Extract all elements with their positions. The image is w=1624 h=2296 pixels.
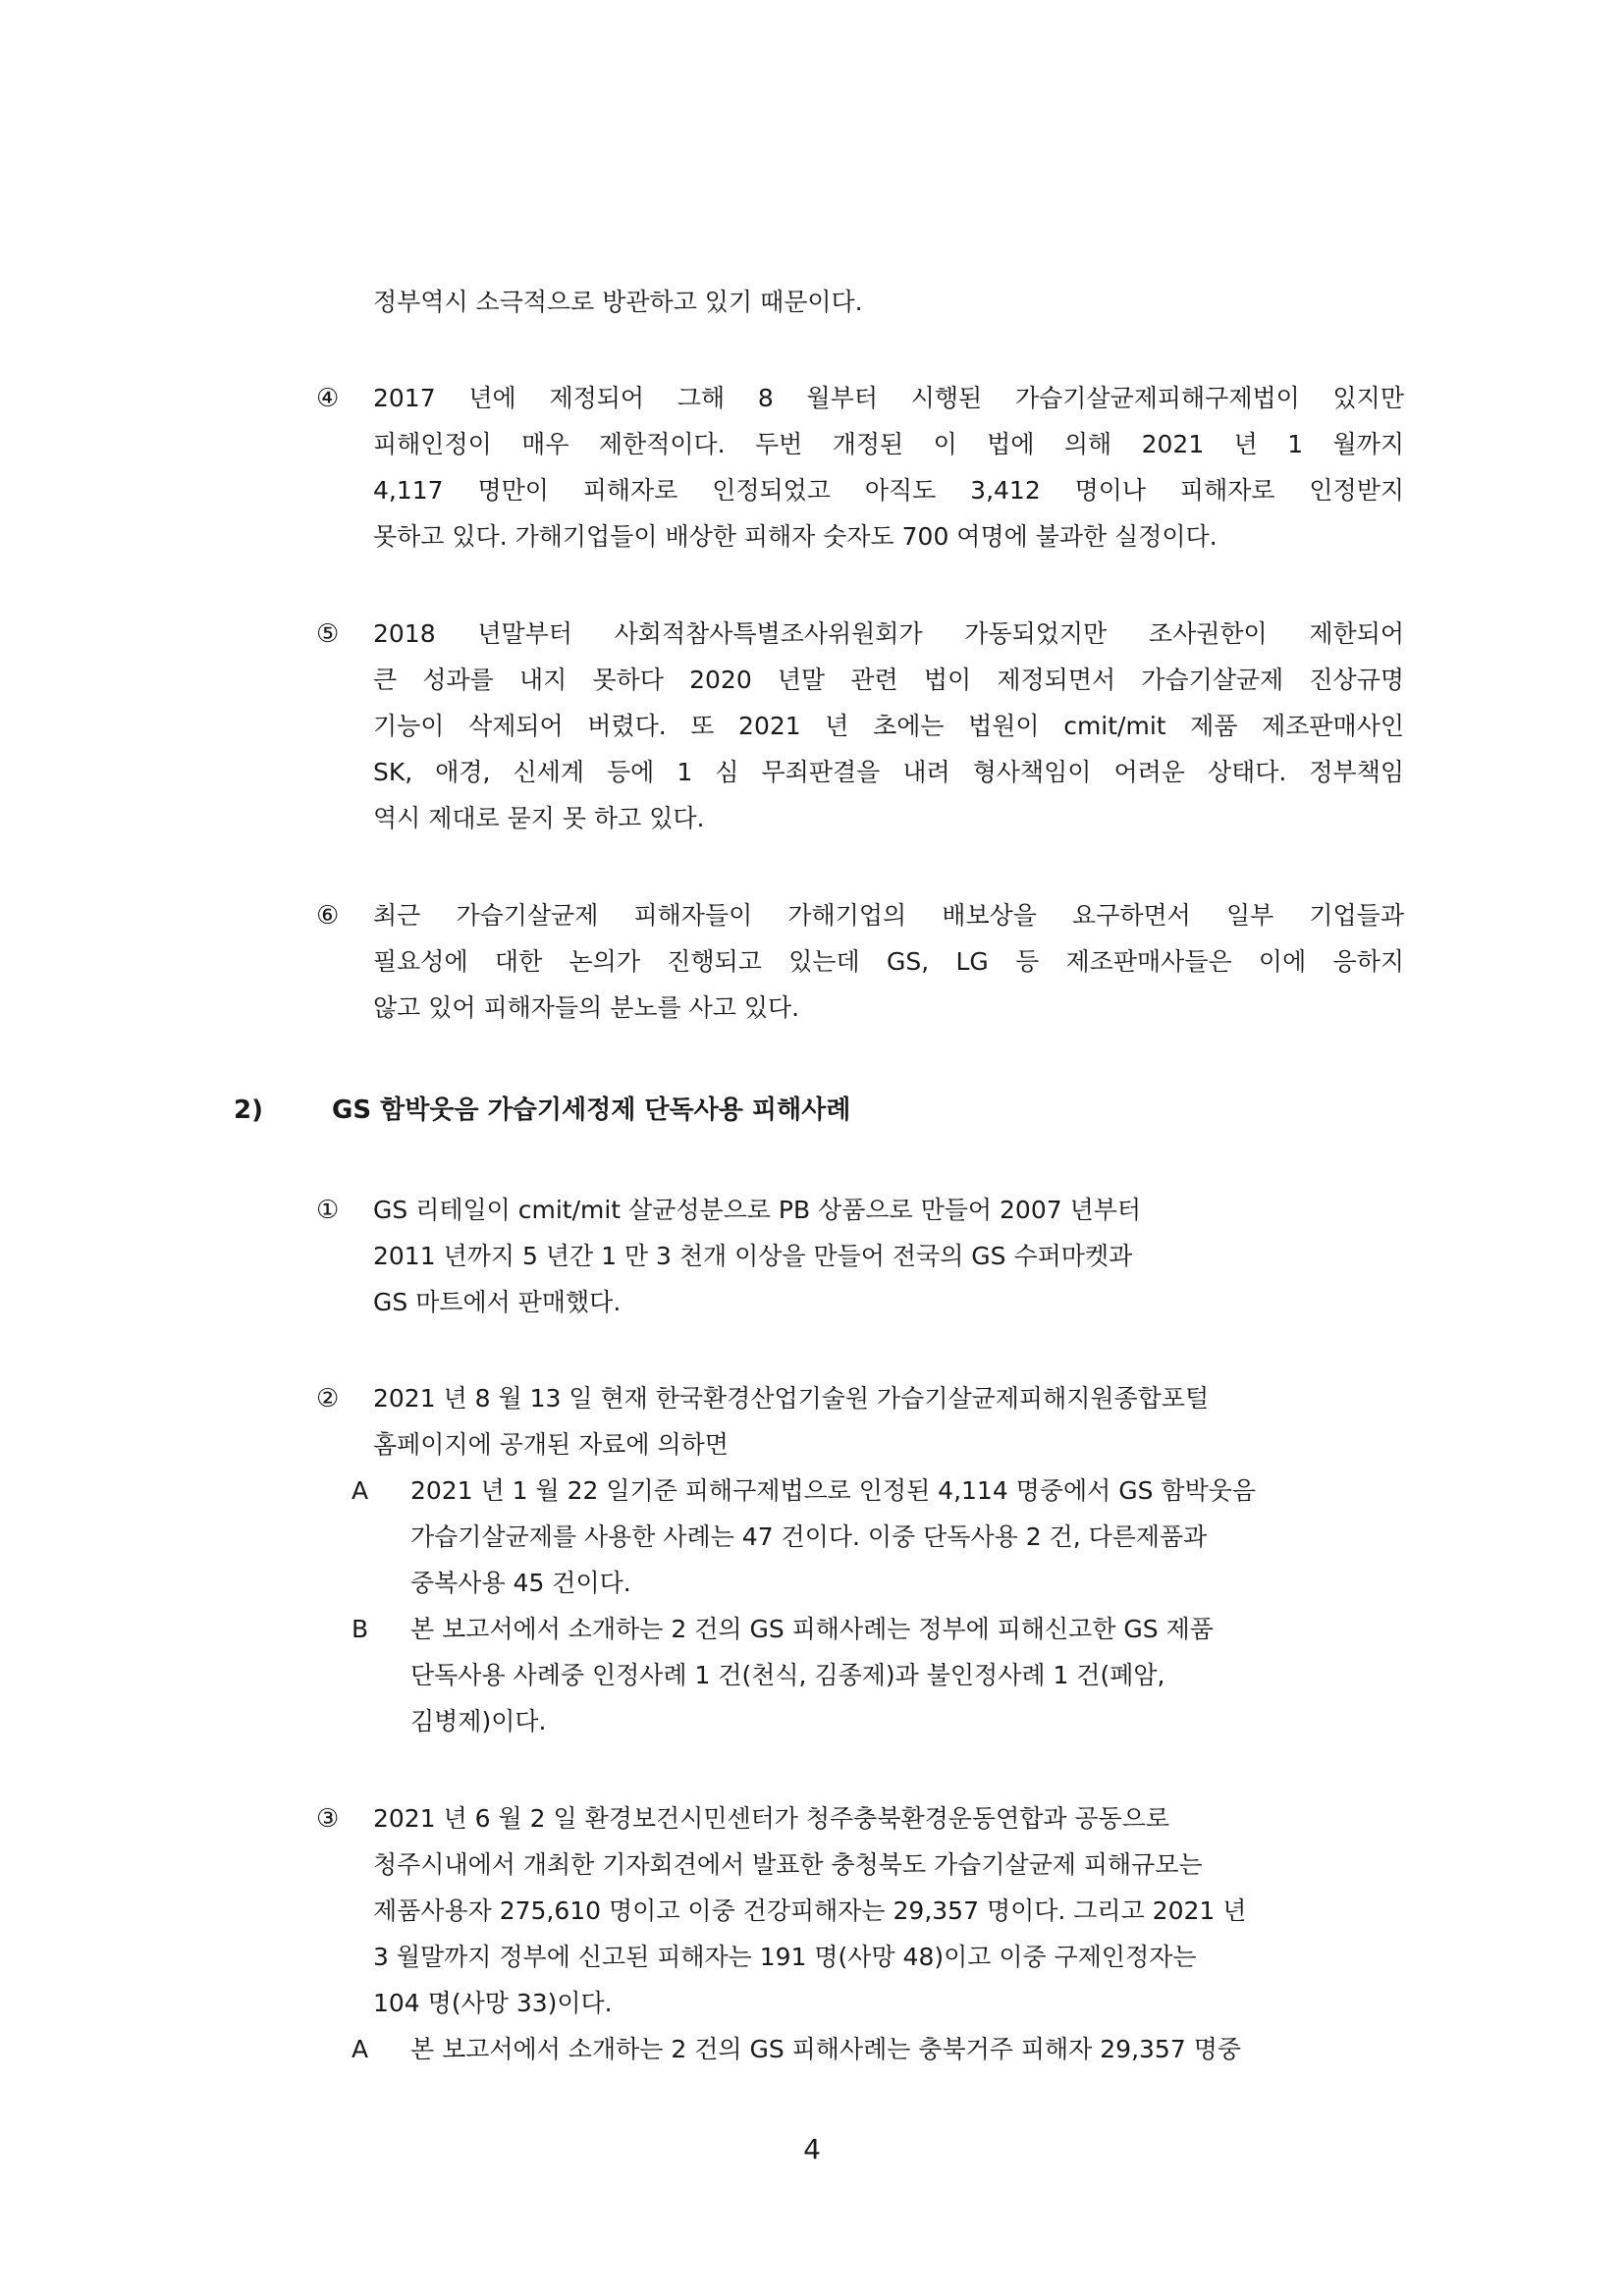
paragraph-line: GS 마트에서 판매했다.: [373, 1288, 622, 1316]
item-marker: ⑤: [316, 619, 340, 649]
item-marker: ①: [316, 1196, 340, 1225]
paragraph-line: 역시 제대로 묻지 못 하고 있다.: [373, 804, 705, 832]
paragraph-line: GS 리테일이 cmit/mit 살균성분으로 PB 상품으로 만들어 2007 년부터: [373, 1196, 1142, 1224]
section-title: GS 함박웃음 가습기세정제 단독사용 피해사례: [332, 1095, 851, 1125]
paragraph-line: 김병제)이다.: [410, 1707, 547, 1735]
paragraph-line: 2011 년까지 5 년간 1 만 3 천개 이상을 만들어 전국의 GS 수퍼마켓과: [373, 1242, 1133, 1270]
paragraph-line: 최근 가습기살균제 피해자들이 가해기업의 배보상을 요구하면서 일부 기업들과: [373, 901, 1404, 930]
item-marker: ②: [316, 1384, 340, 1414]
paragraph-line: 2021 년 1 월 22 일기준 피해구제법으로 인정된 4,114 명중에서 GS 함박웃음: [410, 1476, 1257, 1505]
paragraph-line: 필요성에 대한 논의가 진행되고 있는데 GS, LG 등 제조판매사들은 이에 응하지: [373, 947, 1404, 976]
paragraph-line: 홈페이지에 공개된 자료에 의하면: [373, 1430, 729, 1459]
sub-item-marker: A: [352, 1476, 369, 1505]
paragraph-line: 제품사용자 275,610 명이고 이중 건강피해자는 29,357 명이다. 그리고 2021 년: [373, 1896, 1247, 1925]
paragraph-line: 않고 있어 피해자들의 분노를 사고 있다.: [373, 993, 800, 1022]
paragraph-line: 4,117 명만이 피해자로 인정되었고 아직도 3,412 명이나 피해자로 인정받지: [373, 476, 1404, 505]
paragraph-line: 못하고 있다. 가해기업들이 배상한 피해자 숫자도 700 여명에 불과한 실정이다.: [373, 522, 1218, 551]
paragraph-line: 기능이 삭제되어 버렸다. 또 2021 년 초에는 법원이 cmit/mit 제품 제조판매사인: [373, 712, 1404, 740]
page-number: 4: [803, 2133, 821, 2165]
paragraph-line: 3 월말까지 정부에 신고된 피해자는 191 명(사망 48)이고 이중 구제인정자는: [373, 1943, 1197, 1971]
paragraph-line: 2018 년말부터 사회적참사특별조사위원회가 가동되었지만 조사권한이 제한되어: [373, 619, 1404, 648]
paragraph-line: 본 보고서에서 소개하는 2 건의 GS 피해사례는 충북거주 피해자 29,357 명중: [410, 2035, 1241, 2063]
paragraph-line: 104 명(사망 33)이다.: [373, 1989, 613, 2017]
continuation-text: 정부역시 소극적으로 방관하고 있기 때문이다.: [373, 288, 863, 316]
paragraph-line: 중복사용 45 건이다.: [410, 1569, 631, 1597]
section-number: 2): [234, 1095, 263, 1125]
paragraph-line: 단독사용 사례중 인정사례 1 건(천식, 김종제)과 불인정사례 1 건(폐암,: [410, 1661, 1165, 1689]
paragraph-line: 청주시내에서 개최한 기자회견에서 발표한 충청북도 가습기살균제 피해규모는: [373, 1850, 1203, 1879]
sub-item-marker: B: [352, 1615, 369, 1643]
paragraph-line: 2017 년에 제정되어 그해 8 월부터 시행된 가습기살균제피해구제법이 있지만: [373, 384, 1404, 412]
paragraph-line: 2021 년 8 월 13 일 현재 한국환경산업기술원 가습기살균제피해지원종합포털: [373, 1384, 1210, 1413]
paragraph-line: 본 보고서에서 소개하는 2 건의 GS 피해사례는 정부에 피해신고한 GS 제품: [410, 1615, 1214, 1643]
item-marker: ⑥: [316, 901, 340, 931]
paragraph-line: SK, 애경, 신세계 등에 1 심 무죄판결을 내려 형사책임이 어려운 상태다. 정부책임: [373, 758, 1404, 786]
paragraph-line: 2021 년 6 월 2 일 환경보건시민센터가 청주충북환경운동연합과 공동으로: [373, 1804, 1170, 1833]
paragraph-line: 피해인정이 매우 제한적이다. 두번 개정된 이 법에 의해 2021 년 1 월까지: [373, 430, 1404, 458]
item-marker: ④: [316, 384, 340, 413]
item-marker: ③: [316, 1804, 340, 1834]
paragraph-line: 가습기살균제를 사용한 사례는 47 건이다. 이중 단독사용 2 건, 다른제품과: [410, 1522, 1208, 1551]
sub-item-marker: A: [352, 2035, 369, 2063]
paragraph-line: 큰 성과를 내지 못하다 2020 년말 관련 법이 제정되면서 가습기살균제 진상규명: [373, 666, 1404, 694]
